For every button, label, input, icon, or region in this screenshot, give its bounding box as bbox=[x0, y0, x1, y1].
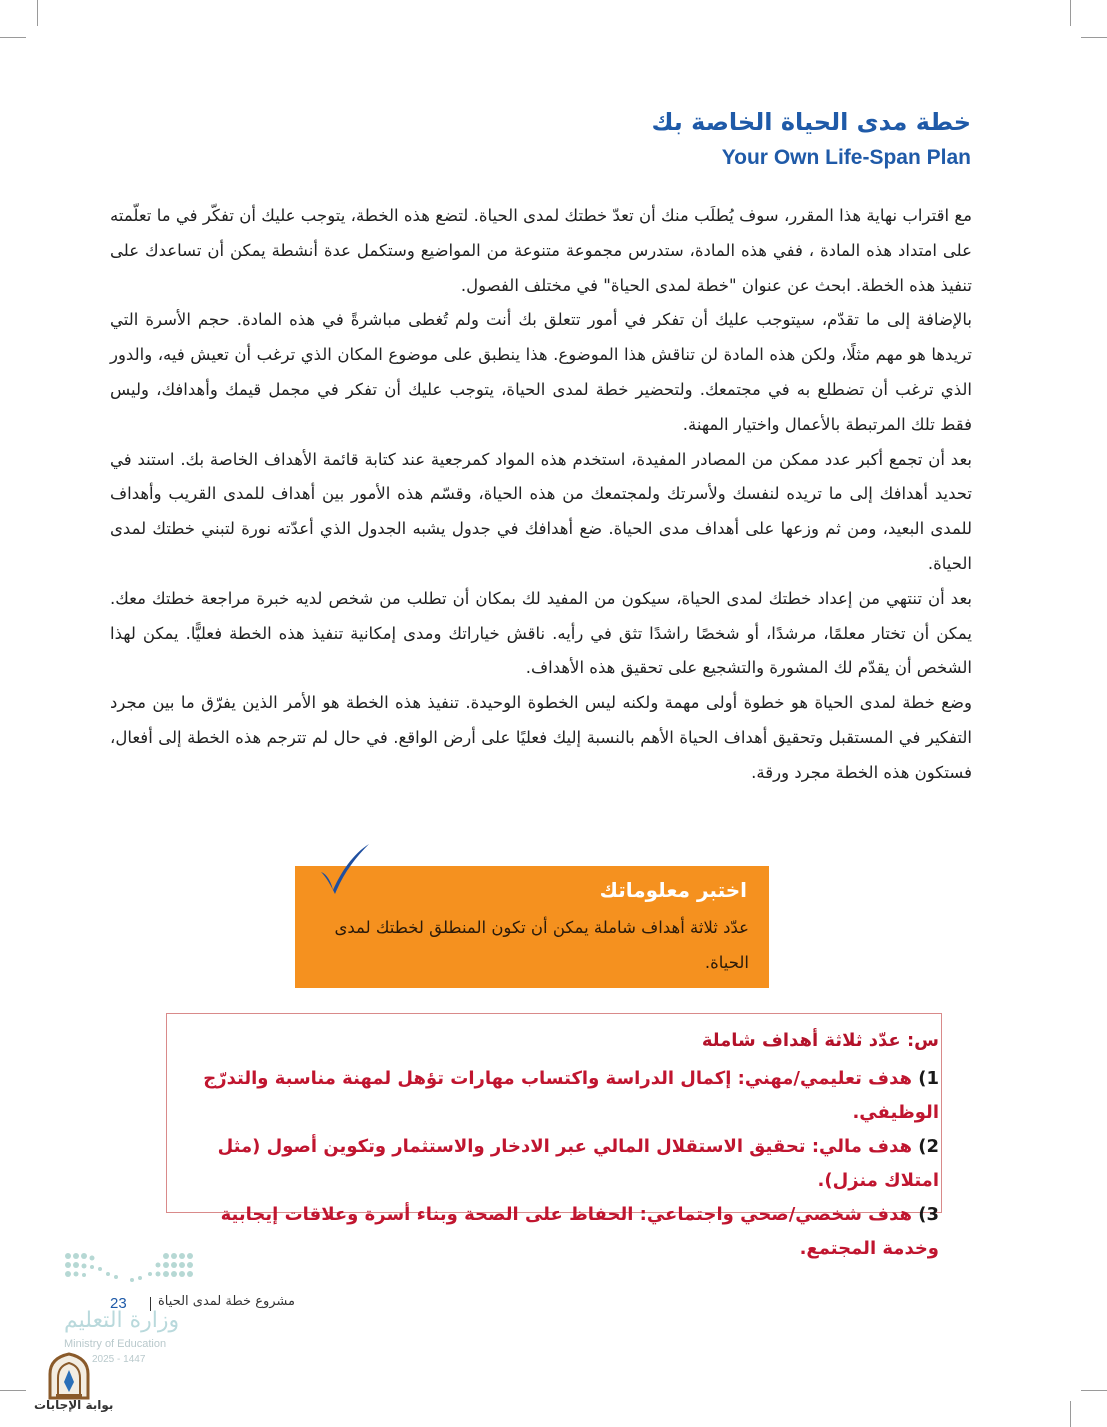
checkmark-icon bbox=[317, 842, 373, 898]
quiz-title: اختبر معلوماتك bbox=[599, 878, 747, 902]
crop-mark bbox=[1070, 1401, 1071, 1427]
answer-item: 1) هدف تعليمي/مهني: إكمال الدراسة واكتساب مهارات تؤهل لمهنة مناسبة والتدرّج الوظيفي. bbox=[203, 1068, 939, 1123]
footer-label: مشروع خطة لمدى الحياة bbox=[158, 1294, 295, 1309]
answer-item: 2) هدف مالي: تحقيق الاستقلال المالي عبر الادخار والاستثمار وتكوين أصول (مثل امتلاك منزل). bbox=[217, 1136, 939, 1191]
paragraph: بعد أن تنتهي من إعداد خطتك لمدى الحياة، سيكون من المفيد لك بمكان أن تطلب من شخص لديه خبرة مراجعة خطتك معك. يمكن أن تختار معلمًا، مرشدًا، أو شخصًا راشدًا تثق في رأيه. ناقش خياراتك ومدى إمكانية تنفيذ هذه الخطة فعليًّا. يمكن لهذا الشخص أن يقدّم لك المشورة والتشجيع على تحقيق هذه الأهداف. bbox=[110, 588, 972, 678]
page-title-arabic: خطة مدى الحياة الخاصة بك bbox=[651, 108, 971, 136]
paragraph: بعد أن تجمع أكبر عدد ممكن من المصادر المفيدة، استخدم هذه المواد كمرجعية عند كتابة قائمة الأهداف الخاصة بك. استند في تحديد أهدافك إلى ما تريده لنفسك ولأسرتك ولمجتمعك من هذه الحياة، وقسّم هذه الأمور بين أهداف للمدى القريب وأهداف للمدى البعيد، ومن ثم وزعها على أهداف مدى الحياة. ضع أهدافك في جدول يشبه الجدول الذي أعدّته نورة لتبني خطتك لمدى الحياة. bbox=[110, 449, 972, 573]
paragraph: وضع خطة لمدى الحياة هو خطوة أولى مهمة ولكنه ليس الخطوة الوحيدة. تنفيذ هذه الخطة هو الأمر الذين يفرّق ما بين مجرد التفكير في المستقبل وتحقيق أهداف الحياة الأهم بالنسبة إليك فعليًا على أرض الواقع. في حال لم تترجم هذه الخطة إلى أفعال، فستكون هذه الخطة مجرد ورقة. bbox=[110, 693, 972, 782]
ministry-name-arabic: وزارة التعليم bbox=[64, 1308, 180, 1333]
ministry-year: 2025 - 1447 bbox=[92, 1354, 146, 1365]
crop-mark bbox=[1081, 37, 1107, 38]
page-number: 23 bbox=[110, 1295, 127, 1312]
quiz-box bbox=[295, 866, 769, 988]
answer-list bbox=[175, 1062, 939, 1266]
page-title-english: Your Own Life-Span Plan bbox=[721, 146, 971, 169]
answer-box bbox=[166, 1013, 942, 1259]
answer-question: س: عدّد ثلاثة أهداف شاملة bbox=[701, 1030, 939, 1051]
crop-mark bbox=[1081, 1390, 1107, 1391]
paragraph: بالإضافة إلى ما تقدّم، سيتوجب عليك أن تفكر في أمور تتعلق بك أنت ولم تُغطى مباشرةً في هذه المادة. حجم الأسرة التي تريدها هو مهم مثلًا، ولكن هذه المادة لن تناقش هذا الموضوع. هذا ينطبق على موضوع المكان الذي ترغب أن تعيش فيه، والدور الذي ترغب أن تضطلع به في مجتمعك. ولتحضير خطة لمدى الحياة، يتوجب عليك أن تفكر في مجمل قيمك وأهدافك، وليس فقط تلك المرتبطة بالأعمال واختيار المهنة. bbox=[110, 310, 972, 434]
quiz-text: عدّد ثلاثة أهداف شاملة يمكن أن تكون المنطلق لخطتك لمدى الحياة. bbox=[334, 918, 749, 972]
crop-mark bbox=[1070, 0, 1071, 26]
portal-logo-icon bbox=[46, 1352, 92, 1400]
portal-label: بوابة الإجابات bbox=[34, 1398, 114, 1412]
ministry-logo-icon bbox=[62, 1250, 202, 1286]
crop-mark bbox=[37, 0, 38, 26]
ministry-name-english: Ministry of Education bbox=[64, 1338, 167, 1350]
crop-mark bbox=[0, 1390, 26, 1391]
paragraph: مع اقتراب نهاية هذا المقرر، سوف يُطلَب منك أن تعدّ خطتك لمدى الحياة. لتضع هذه الخطة، يتوجب عليك أن تفكّر في ما تعلّمته على امتداد هذه المادة ، ففي هذه المادة، ستدرس مجموعة متنوعة من المواضيع وستكمل عدة أنشطة يمكن أن تساعدك على تنفيذ هذه الخطة. ابحث عن عنوان "خطة لمدى الحياة" في مختلف الفصول. bbox=[110, 206, 972, 295]
crop-mark bbox=[0, 37, 26, 38]
body-text bbox=[110, 199, 972, 791]
answer-item: 3) هدف شخصي/صحي واجتماعي: الحفاظ على الصحة وبناء أسرة وعلاقات إيجابية وخدمة المجتمع. bbox=[220, 1204, 939, 1259]
